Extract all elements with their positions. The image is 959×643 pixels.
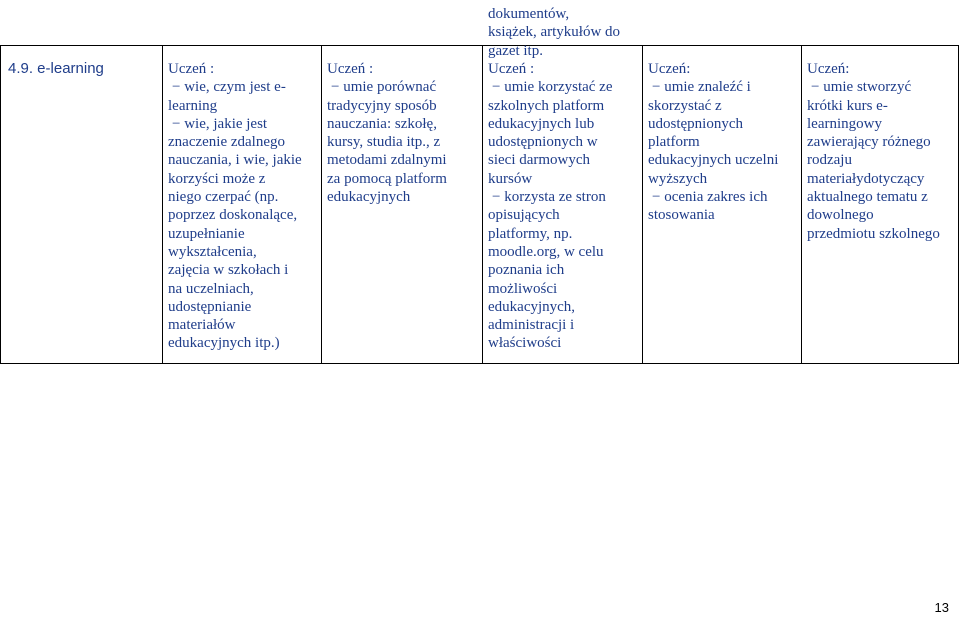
column-divider (642, 45, 643, 364)
cell-header: Uczeń : (488, 61, 535, 77)
cell-header: Uczeń: (648, 61, 691, 77)
column-divider (321, 45, 322, 364)
cell-line: − umie porównać (331, 79, 437, 96)
cell-col5 (807, 60, 940, 243)
cell-line: learningowy (807, 115, 882, 132)
cell-line: platform (648, 134, 700, 151)
cell-line: stosowania (648, 207, 715, 224)
page-number: 13 (934, 600, 949, 615)
cell-line: przedmiotu szkolnego (807, 225, 940, 242)
cell-line: kursy, studia itp., z (327, 134, 441, 151)
cell-line: niego czerpać (np. (168, 189, 279, 206)
cell-line: dokumentów, (488, 6, 570, 22)
cell-line: aktualnego tematu z (807, 189, 928, 206)
cell-line: za pomocą platform (327, 170, 447, 187)
cell-line: materiałów (168, 317, 236, 334)
cell-line: wykształcenia, (168, 243, 257, 260)
cell-line: edukacyjnych lub (488, 115, 595, 132)
column-divider (482, 45, 483, 364)
cell-line: materiałydotyczący (807, 170, 925, 187)
cell-line: − korzysta ze stron (492, 189, 606, 206)
cell-col2 (327, 60, 447, 206)
cell-line: tradycyjny sposób (327, 97, 437, 114)
section-label (8, 60, 104, 78)
cell-line: poznania ich (488, 262, 565, 279)
cell-line: znaczenie zdalnego (168, 134, 286, 151)
cell-line: skorzystać z (648, 97, 722, 114)
cell-line: administracji i (488, 317, 575, 334)
cell-col4 (648, 60, 778, 225)
cell-line: szkolnych platform (488, 97, 605, 114)
cell-header: Uczeń : (327, 61, 374, 77)
cell-col3-continuation (488, 5, 620, 60)
cell-line: nauczania, i wie, jakie (168, 152, 302, 169)
cell-line: − umie korzystać ze (492, 79, 613, 96)
column-divider (162, 45, 163, 364)
cell-col1 (168, 60, 302, 353)
cell-line: sieci darmowych (488, 152, 591, 169)
cell-line: książek, artykułów do (488, 24, 621, 41)
cell-col3 (488, 60, 613, 353)
column-divider (801, 45, 802, 364)
cell-line: − wie, czym jest e- (172, 79, 286, 96)
cell-line: − ocenia zakres ich (652, 189, 768, 206)
cell-line: learning (168, 97, 218, 114)
cell-line: rodzaju (807, 152, 852, 169)
cell-line: poprzez doskonalące, (168, 207, 298, 224)
table-top-border (0, 45, 959, 46)
cell-line: edukacyjnych, (488, 298, 576, 315)
cell-line: udostępnionych (648, 115, 743, 132)
cell-line: dowolnego (807, 207, 874, 224)
cell-line: na uczelniach, (168, 280, 254, 297)
section-title: 4.9. e-learning (8, 60, 104, 77)
cell-line: edukacyjnych uczelni (648, 152, 779, 169)
cell-line: platformy, np. (488, 225, 573, 242)
cell-line: wyższych (648, 170, 708, 187)
cell-line: uzupełnianie (168, 225, 245, 242)
cell-line: możliwości (488, 280, 558, 297)
cell-line: korzyści może z (168, 170, 266, 187)
cell-line: metodami zdalnymi (327, 152, 447, 169)
table-bottom-border (0, 363, 959, 364)
cell-line: udostępnionych w (488, 134, 598, 151)
cell-line: − umie znaleźć i (652, 79, 751, 96)
cell-line: edukacyjnych itp.) (168, 335, 280, 352)
cell-line: nauczania: szkołę, (327, 115, 437, 132)
cell-line: udostępnianie (168, 298, 252, 315)
cell-line: opisujących (488, 207, 560, 224)
cell-line: moodle.org, w celu (488, 243, 604, 260)
cell-line: zajęcia w szkołach i (168, 262, 289, 279)
cell-line: − umie stworzyć (811, 79, 912, 96)
cell-line: − wie, jakie jest (172, 115, 268, 132)
cell-line: zawierający różnego (807, 134, 931, 151)
cell-line: krótki kurs e- (807, 97, 888, 114)
cell-header: Uczeń: (807, 61, 850, 77)
cell-line: edukacyjnych (327, 189, 411, 206)
column-divider (0, 45, 1, 364)
cell-header: Uczeń : (168, 61, 215, 77)
cell-line: właściwości (488, 335, 562, 352)
cell-line: gazet itp. (488, 42, 543, 59)
cell-line: kursów (488, 170, 533, 187)
